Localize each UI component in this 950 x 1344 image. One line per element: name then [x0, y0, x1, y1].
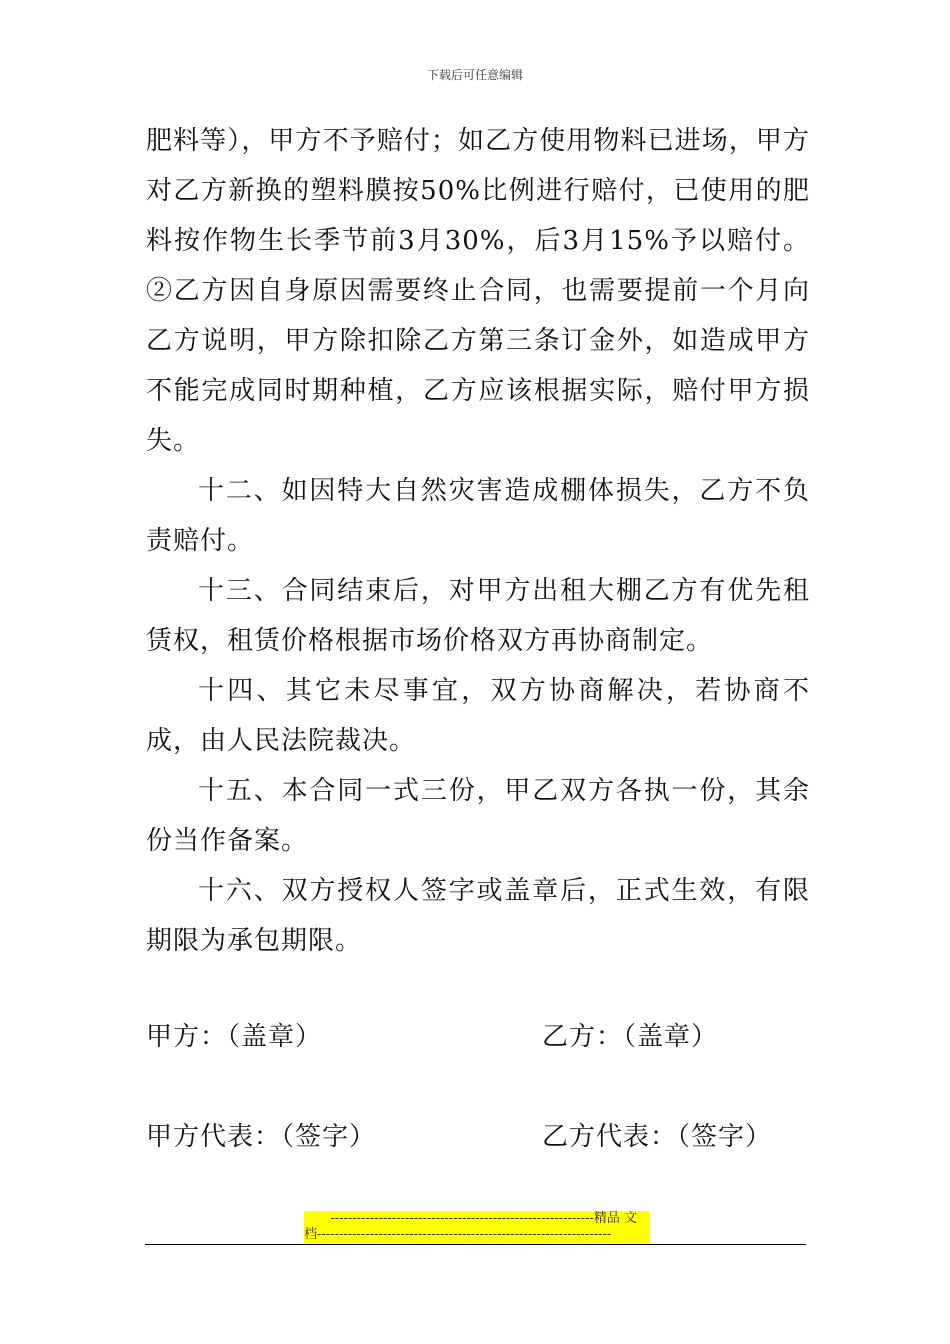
seal-row: [146, 1017, 810, 1057]
clause-16: 十六、双方授权人签字或盖章后，正式生效，有限期限为承包期限。: [146, 876, 810, 956]
footer-line-1: ------------------------------------------------------------精品 文: [304, 1211, 649, 1227]
contract-body: [146, 116, 810, 966]
clause-12: 十二、如因特大自然灾害造成棚体损失，乙方不负责赔付。: [146, 476, 810, 556]
footer-line-2: 档-------------------------------------------------------------------: [304, 1227, 649, 1243]
party-b-seal-label: 乙方：（盖章）: [542, 1022, 719, 1052]
party-a-seal-label: 甲方：（盖章）: [146, 1022, 323, 1052]
clause-15: 十五、本合同一式三份，甲乙双方各执一份，其余份当作备案。: [146, 776, 810, 856]
page-header-note: 下载后可任意编辑: [426, 68, 523, 82]
party-a-rep-label: 甲方代表：（签字）: [146, 1122, 377, 1152]
clause-13: 十三、合同结束后，对甲方出租大棚乙方有优先租赁权，租赁价格根据市场价格双方再协商制定。: [146, 576, 810, 656]
party-b-rep-label: 乙方代表：（签字）: [542, 1122, 773, 1152]
footer-watermark: [304, 1211, 649, 1243]
paragraph-continuation: 肥料等），甲方不予赔付；如乙方使用物料已进场，甲方对乙方新换的塑料膜按50%比例进行赔付，已使用的肥料按作物生长季节前3月30%，后3月15%予以赔付。②乙方因自身原因需要终止合同，也需要提前一个月向乙方说明，甲方除扣除乙方第三条订金外，如造成甲方不能完成同时期种植，乙方应该根据实际，赔付甲方损失。: [146, 126, 810, 456]
signature-row: [146, 1117, 810, 1157]
clause-14: 十四、其它未尽事宜，双方协商解决，若协商不成，由人民法院裁决。: [146, 676, 810, 756]
footer-rule: [145, 1244, 806, 1245]
